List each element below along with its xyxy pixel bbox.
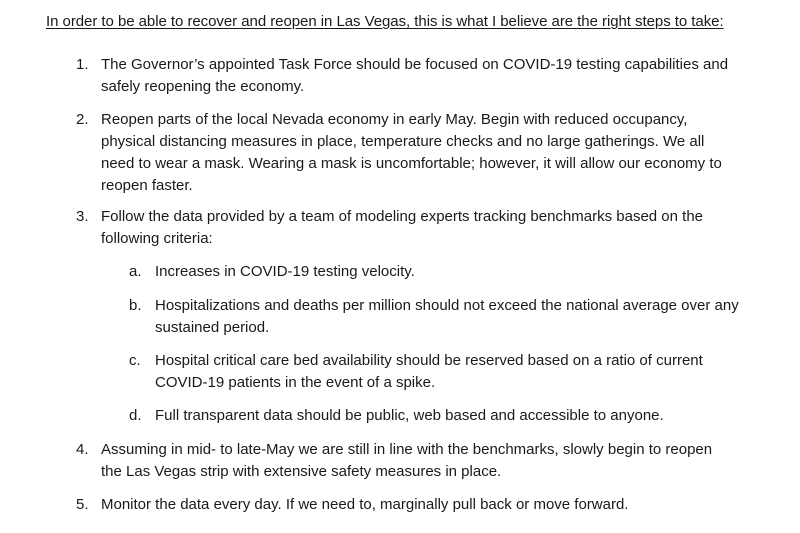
text-line: safely reopening the economy. xyxy=(101,78,305,95)
text-line: following criteria: xyxy=(101,230,213,247)
list-item-text xyxy=(101,54,751,98)
text-line: Increases in COVID-19 testing velocity. xyxy=(155,263,415,280)
text-line: Follow the data provided by a team of modeling experts tracking benchmarks based on the xyxy=(101,208,704,225)
text-line: Full transparent data should be public, web based and accessible to anyone. xyxy=(155,407,664,424)
list-item-text xyxy=(101,206,751,250)
text-line: Assuming in mid- to late-May we are still in line with the benchmarks, slowly begin to reopen xyxy=(101,441,713,458)
list-item-text xyxy=(101,109,751,197)
document-heading: In order to be able to recover and reopen in Las Vegas, this is what I believe are the right steps to take: xyxy=(46,13,724,30)
list-item-number: 4. xyxy=(76,441,89,458)
text-line: need to wear a mask. Wearing a mask is uncomfortable; however, it will allow our economy to xyxy=(101,155,722,172)
sub-item-text xyxy=(155,405,765,427)
list-item-number: 5. xyxy=(76,496,89,513)
sub-item-text xyxy=(155,295,765,339)
text-line: COVID-19 patients in the event of a spike. xyxy=(155,374,436,391)
text-line: Hospital critical care bed availability should be reserved based on a ratio of current xyxy=(155,352,703,369)
text-line: Reopen parts of the local Nevada economy in early May. Begin with reduced occupancy, xyxy=(101,111,688,128)
list-item-text xyxy=(101,494,751,516)
text-line: the Las Vegas strip with extensive safety measures in place. xyxy=(101,463,502,480)
list-item-text xyxy=(101,439,751,483)
sub-item-letter: a. xyxy=(129,263,142,280)
list-item-number: 1. xyxy=(76,56,89,73)
text-line: Hospitalizations and deaths per million should not exceed the national average over any xyxy=(155,297,739,314)
sub-item-letter: d. xyxy=(129,407,142,424)
sub-item-letter: c. xyxy=(129,352,141,369)
sub-item-text xyxy=(155,261,765,283)
list-item-number: 2. xyxy=(76,111,89,128)
text-line: The Governor’s appointed Task Force should be focused on COVID-19 testing capabilities and xyxy=(101,56,729,73)
text-line: sustained period. xyxy=(155,319,270,336)
text-line: Monitor the data every day. If we need to, marginally pull back or move forward. xyxy=(101,496,629,513)
sub-item-text xyxy=(155,350,765,394)
text-line: reopen faster. xyxy=(101,177,193,194)
list-item-number: 3. xyxy=(76,208,89,225)
sub-item-letter: b. xyxy=(129,297,142,314)
text-line: physical distancing measures in place, temperature checks and no large gatherings. We all xyxy=(101,133,705,150)
